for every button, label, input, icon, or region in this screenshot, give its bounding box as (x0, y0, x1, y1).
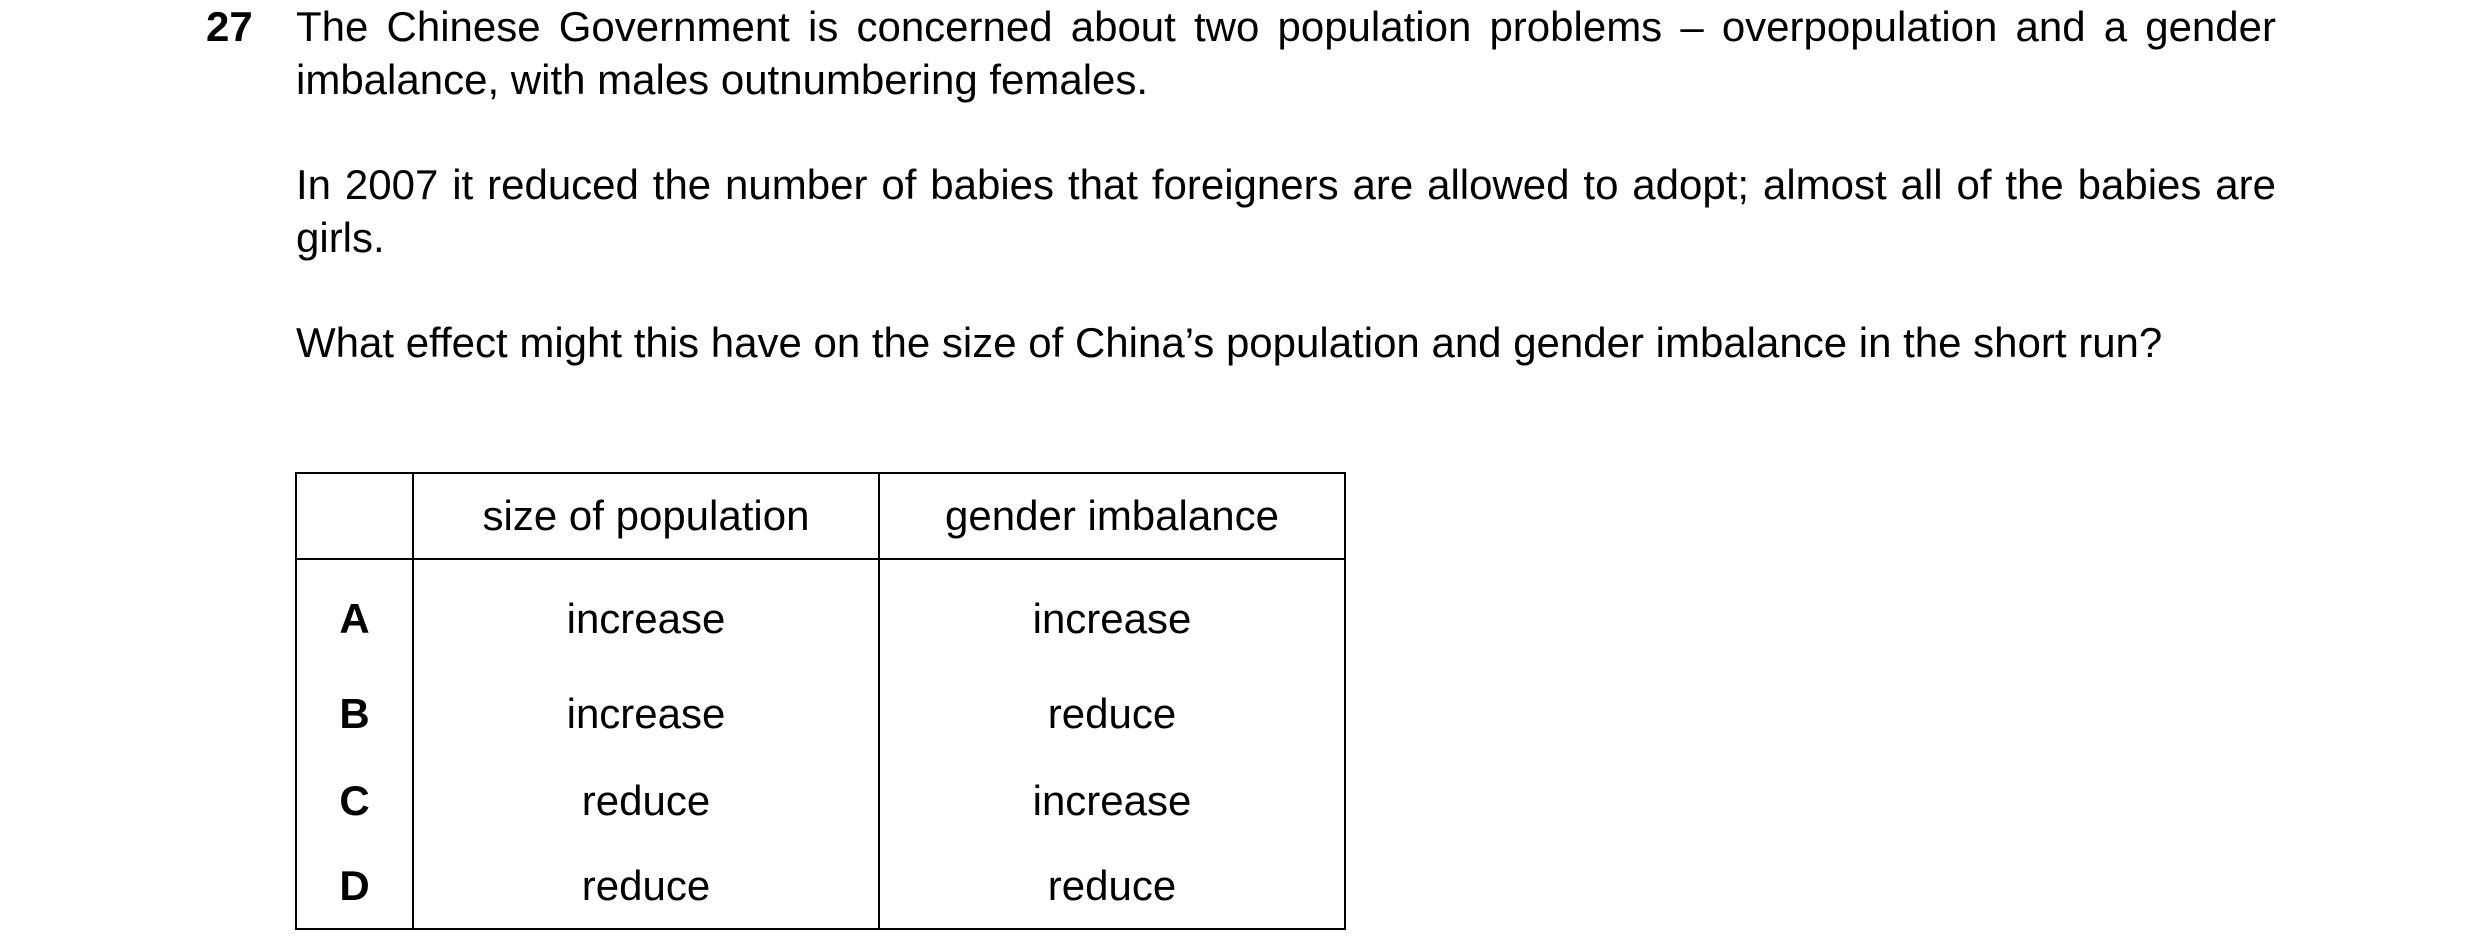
option-population-value: reduce (413, 844, 879, 929)
header-gender-imbalance: gender imbalance (879, 473, 1345, 559)
option-population-value: increase (413, 559, 879, 670)
option-imbalance-value: increase (879, 757, 1345, 844)
question-context-paragraph: In 2007 it reduced the number of babies that foreigners are allowed to adopt; almost all of the babies are girls. (296, 161, 2276, 261)
answer-options-table (295, 472, 1346, 930)
option-imbalance-value: increase (879, 559, 1345, 670)
question-stem-paragraph: The Chinese Government is concerned about two population problems – overpopulation and a gender imbalance, with males outnumbering females. (296, 3, 2276, 103)
option-population-value: reduce (413, 757, 879, 844)
option-imbalance-value: reduce (879, 670, 1345, 757)
option-row-a[interactable] (296, 559, 1345, 670)
option-letter: B (296, 670, 413, 757)
header-size-of-population: size of population (413, 473, 879, 559)
option-letter: C (296, 757, 413, 844)
header-letter-cell (296, 473, 413, 559)
option-letter: D (296, 844, 413, 929)
option-row-b[interactable] (296, 670, 1345, 757)
option-row-c[interactable] (296, 757, 1345, 844)
option-letter: A (296, 559, 413, 670)
option-imbalance-value: reduce (879, 844, 1345, 929)
question-number: 27 (206, 3, 253, 50)
option-population-value: increase (413, 670, 879, 757)
question-prompt-paragraph: What effect might this have on the size of China’s population and gender imbalance in the short run? (296, 319, 2163, 366)
table-header-row (296, 473, 1345, 559)
option-row-d[interactable] (296, 844, 1345, 929)
